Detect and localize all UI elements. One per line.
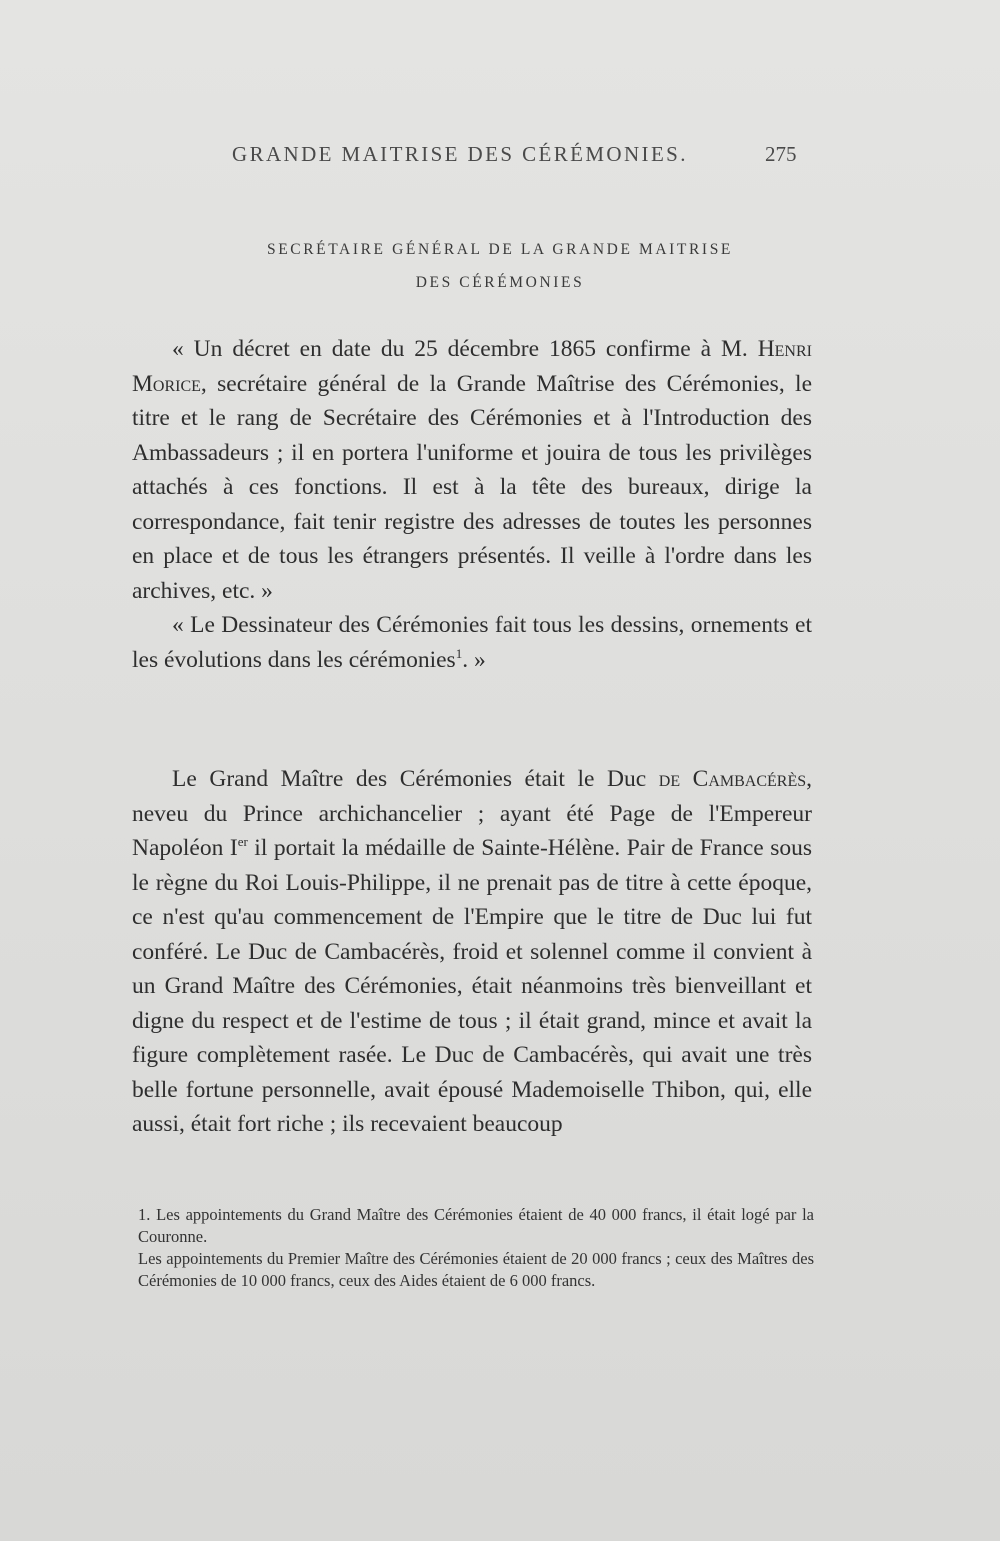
footnote-reference: 1 <box>455 645 463 661</box>
body-text-block-2 <box>132 762 812 1142</box>
paragraph-decree <box>132 332 812 608</box>
paragraph-grand-master-text-a: Le Grand Maître des Cérémonies était le Duc <box>172 766 659 792</box>
section-heading-line-1: SECRÉTAIRE GÉNÉRAL DE LA GRANDE MAITRISE <box>267 241 733 258</box>
paragraph-designer <box>132 608 812 677</box>
footnote-1: 1. Les appointements du Grand Maître des Cérémonies étaient de 40 000 francs, il était logé par la Couronne. <box>138 1205 814 1246</box>
footnotes <box>138 1204 814 1292</box>
ordinal-superscript: er <box>237 834 248 850</box>
section-heading-line-2: DES CÉRÉMONIES <box>415 274 585 291</box>
paragraph-grand-master <box>132 762 812 1142</box>
running-title: GRANDE MAITRISE DES CÉRÉMONIES. <box>232 142 688 166</box>
running-head <box>0 132 1000 172</box>
paragraph-designer-text-b: . » <box>462 646 486 673</box>
section-heading <box>150 233 850 299</box>
footnote-1-continued: Les appointements du Premier Maître des Cérémonies étaient de 20 000 francs ; ceux des Maîtres des Cérémonies de 10 000 francs, ceux des Aides étaient de 6 000 francs. <box>138 1249 814 1290</box>
person-name: Henri Morice <box>132 336 812 397</box>
paragraph-designer-text-a: « Le Dessinateur des Cérémonies fait tous les dessins, ornements et les évolutions dans les cérémonies <box>132 612 812 673</box>
page-number: 275 <box>765 142 797 166</box>
paragraph-grand-master-text-b: , neveu du Prince archichancelier ; ayant été Page de l'Empereur Napoléon I <box>132 766 812 861</box>
paragraph-decree-text-a: « Un décret en date du 25 décembre 1865 confirme à M. <box>172 336 758 362</box>
paragraph-decree-text-b: , secrétaire général de la Grande Maîtrise des Cérémonies, le titre et le rang de Secrétaire des Cérémonies et à l'Introduction des Ambassadeurs ; il en portera l'uniforme et jouira de tous les privilèges attachés à ces fonctions. Il est à la tête des bureaux, dirige la correspondance, fait tenir registre des adresses de toutes les personnes en place et de tous les étrangers présentés. Il veille à l'ordre dans les archives, etc. » <box>132 370 812 604</box>
duke-name: de Cambacérès <box>658 766 807 792</box>
body-text-block-1 <box>132 332 812 677</box>
paragraph-grand-master-text-c: il portait la médaille de Sainte-Hélène. Pair de France sous le règne du Roi Louis-Philippe, il ne prenait pas de titre à cette époque, ce n'est qu'au commencement de l'Empire que le titre de Duc lui fut conféré. Le Duc de Cambacérès, froid et solennel comme il convient à un Grand Maître des Cérémonies, était néanmoins très bienveillant et digne du respect et de l'estime de tous ; il était grand, mince et avait la figure complètement rasée. Le Duc de Cambacérès, qui avait une très belle fortune personnelle, avait épousé Mademoiselle Thibon, qui, elle aussi, était fort riche ; ils recevaient beaucoup <box>132 835 812 1137</box>
